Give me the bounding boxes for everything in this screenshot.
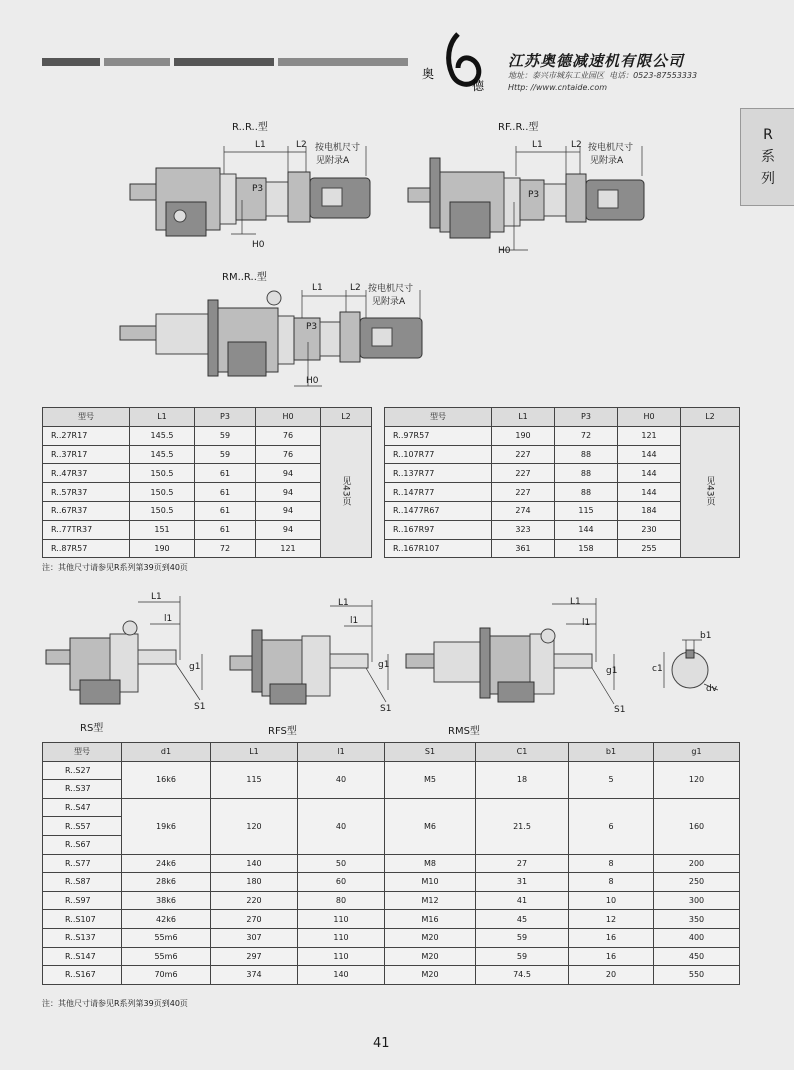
dim-H0-rr: H0 bbox=[252, 240, 265, 250]
cell-L1: 145.5 bbox=[130, 445, 195, 464]
cell-S1: M5 bbox=[385, 761, 476, 798]
cell-l1: 110 bbox=[298, 947, 385, 966]
cell-L1: 120 bbox=[211, 798, 298, 854]
cell-L1: 115 bbox=[211, 761, 298, 798]
table-header-row bbox=[385, 408, 740, 427]
col-header: L2 bbox=[681, 408, 740, 427]
dim-L1-rfs: L1 bbox=[338, 598, 349, 608]
cell-d1: 38k6 bbox=[122, 891, 211, 910]
cell-H0: 121 bbox=[618, 426, 681, 445]
dim-dv: dv bbox=[706, 684, 718, 694]
cell-L1: 180 bbox=[211, 873, 298, 892]
dim-L1-rms: L1 bbox=[570, 597, 581, 607]
cell-g1: 400 bbox=[654, 928, 740, 947]
diagram-title-rms: RMS型 bbox=[448, 726, 480, 737]
col-header: H0 bbox=[618, 408, 681, 427]
cell-l1: 110 bbox=[298, 910, 385, 929]
diagram-rms bbox=[402, 592, 642, 720]
l2-note: 见43页 bbox=[340, 476, 351, 506]
cell-H0: 94 bbox=[256, 501, 321, 520]
cell-g1: 160 bbox=[654, 798, 740, 854]
cell-L1: 190 bbox=[130, 539, 195, 558]
col-header: b1 bbox=[569, 743, 654, 762]
diagram-title-rmr: RM..R..型 bbox=[222, 272, 267, 283]
cell-C1: 31 bbox=[476, 873, 569, 892]
company-address-line bbox=[508, 70, 697, 81]
cell-model: R..67R37 bbox=[43, 501, 130, 520]
company-website: Http: //www.cntaide.com bbox=[508, 83, 608, 92]
cell-d1: 24k6 bbox=[122, 854, 211, 873]
table-row bbox=[43, 854, 740, 873]
table-row bbox=[43, 966, 740, 985]
dim-S1-rms: S1 bbox=[614, 705, 626, 715]
dim-S1-rfs: S1 bbox=[380, 704, 392, 714]
cell-model: R..S137 bbox=[43, 928, 122, 947]
dim-L1-rs: L1 bbox=[151, 592, 162, 602]
col-header: 型号 bbox=[43, 408, 130, 427]
cell-H0: 230 bbox=[618, 520, 681, 539]
header-stripe bbox=[174, 58, 274, 66]
cell-L1: 220 bbox=[211, 891, 298, 910]
dim-g1-rms: g1 bbox=[606, 666, 618, 676]
table-header-row bbox=[43, 743, 740, 762]
company-logo bbox=[418, 30, 490, 94]
col-header: S1 bbox=[385, 743, 476, 762]
cell-b1: 6 bbox=[569, 798, 654, 854]
dim-H0-rfr: H0 bbox=[498, 246, 511, 256]
cell-L2-merged bbox=[321, 426, 372, 558]
cell-P3: 88 bbox=[555, 483, 618, 502]
cell-P3: 72 bbox=[555, 426, 618, 445]
cell-L1: 150.5 bbox=[130, 464, 195, 483]
cell-model: R..97R57 bbox=[385, 426, 492, 445]
dim-L2-rfr: L2 bbox=[571, 140, 582, 150]
motor-note-rfr-1: 按电机尺寸 bbox=[588, 143, 634, 153]
cell-model: R..S47 bbox=[43, 798, 122, 817]
cell-d1: 19k6 bbox=[122, 798, 211, 854]
diagram-title-rr: R..R..型 bbox=[232, 122, 268, 133]
cell-l1: 50 bbox=[298, 854, 385, 873]
col-header: g1 bbox=[654, 743, 740, 762]
table-row bbox=[385, 426, 740, 445]
diagram-rs bbox=[40, 590, 216, 720]
cell-C1: 41 bbox=[476, 891, 569, 910]
dim-g1-rfs: g1 bbox=[378, 660, 390, 670]
company-name: 江苏奥德减速机有限公司 bbox=[508, 52, 685, 70]
cell-d1: 55m6 bbox=[122, 928, 211, 947]
cell-L1: 274 bbox=[492, 501, 555, 520]
cell-L1: 145.5 bbox=[130, 426, 195, 445]
cell-b1: 16 bbox=[569, 928, 654, 947]
cell-g1: 550 bbox=[654, 966, 740, 985]
cell-g1: 250 bbox=[654, 873, 740, 892]
dim-c1: c1 bbox=[652, 664, 663, 674]
cell-model: R..S167 bbox=[43, 966, 122, 985]
diagram-title-rfr: RF..R..型 bbox=[498, 122, 539, 133]
cell-L1: 307 bbox=[211, 928, 298, 947]
cell-model: R..37R17 bbox=[43, 445, 130, 464]
cell-L2-merged bbox=[681, 426, 740, 558]
company-phone: 电话：0523-87553333 bbox=[609, 71, 698, 80]
table-row bbox=[43, 928, 740, 947]
cell-P3: 59 bbox=[195, 426, 256, 445]
cell-P3: 158 bbox=[555, 539, 618, 558]
cell-P3: 115 bbox=[555, 501, 618, 520]
cell-l1: 40 bbox=[298, 798, 385, 854]
cell-b1: 8 bbox=[569, 854, 654, 873]
header-stripe bbox=[278, 58, 408, 66]
cell-b1: 12 bbox=[569, 910, 654, 929]
cell-P3: 61 bbox=[195, 501, 256, 520]
cell-d1: 28k6 bbox=[122, 873, 211, 892]
cell-b1: 10 bbox=[569, 891, 654, 910]
cell-P3: 88 bbox=[555, 464, 618, 483]
col-header: L1 bbox=[211, 743, 298, 762]
cell-model: R..27R17 bbox=[43, 426, 130, 445]
cell-C1: 27 bbox=[476, 854, 569, 873]
logo-char-de: 德 bbox=[472, 79, 485, 93]
diagram-title-rs: RS型 bbox=[80, 723, 104, 734]
dimension-table-right bbox=[384, 407, 740, 558]
cell-model: R..S77 bbox=[43, 854, 122, 873]
cell-H0: 76 bbox=[256, 426, 321, 445]
motor-note-rmr-1: 按电机尺寸 bbox=[368, 284, 414, 294]
cell-g1: 200 bbox=[654, 854, 740, 873]
series-tab bbox=[740, 108, 794, 206]
cell-H0: 255 bbox=[618, 539, 681, 558]
dim-S1-rs: S1 bbox=[194, 702, 206, 712]
cell-model: R..167R107 bbox=[385, 539, 492, 558]
header-stripe bbox=[104, 58, 170, 66]
cell-P3: 61 bbox=[195, 483, 256, 502]
cell-S1: M20 bbox=[385, 966, 476, 985]
motor-note-rr-2: 见附录A bbox=[316, 156, 350, 166]
cell-L1: 323 bbox=[492, 520, 555, 539]
cell-P3: 88 bbox=[555, 445, 618, 464]
cell-model: R..S57 bbox=[43, 817, 122, 836]
series-tab-char: 系 bbox=[761, 149, 775, 165]
cell-P3: 61 bbox=[195, 520, 256, 539]
cell-model: R..57R37 bbox=[43, 483, 130, 502]
cell-H0: 144 bbox=[618, 464, 681, 483]
shaft-dimension-table bbox=[42, 742, 740, 985]
motor-note-rmr-2: 见附录A bbox=[372, 297, 406, 307]
cell-model: R..S107 bbox=[43, 910, 122, 929]
dim-P3-rmr: P3 bbox=[306, 322, 318, 332]
cell-l1: 140 bbox=[298, 966, 385, 985]
cell-S1: M10 bbox=[385, 873, 476, 892]
col-header: 型号 bbox=[385, 408, 492, 427]
cell-model: R..S147 bbox=[43, 947, 122, 966]
cell-d1: 16k6 bbox=[122, 761, 211, 798]
cell-H0: 144 bbox=[618, 445, 681, 464]
dim-b1: b1 bbox=[700, 631, 712, 641]
cell-S1: M20 bbox=[385, 947, 476, 966]
cell-S1: M8 bbox=[385, 854, 476, 873]
cell-model: R..S37 bbox=[43, 780, 122, 799]
cell-d1: 70m6 bbox=[122, 966, 211, 985]
cell-b1: 5 bbox=[569, 761, 654, 798]
col-header: l1 bbox=[298, 743, 385, 762]
cell-S1: M20 bbox=[385, 928, 476, 947]
cell-L1: 190 bbox=[492, 426, 555, 445]
col-header: 型号 bbox=[43, 743, 122, 762]
cell-L1: 270 bbox=[211, 910, 298, 929]
cell-b1: 8 bbox=[569, 873, 654, 892]
cell-L1: 361 bbox=[492, 539, 555, 558]
cell-H0: 76 bbox=[256, 445, 321, 464]
cell-model: R..S97 bbox=[43, 891, 122, 910]
cell-b1: 20 bbox=[569, 966, 654, 985]
table-header-row bbox=[43, 408, 372, 427]
cell-g1: 300 bbox=[654, 891, 740, 910]
dim-l1-rms: l1 bbox=[582, 618, 591, 628]
dim-P3-rr: P3 bbox=[252, 184, 264, 194]
col-header: P3 bbox=[195, 408, 256, 427]
table-row bbox=[43, 761, 740, 780]
table-row bbox=[43, 873, 740, 892]
cell-S1: M12 bbox=[385, 891, 476, 910]
cell-S1: M6 bbox=[385, 798, 476, 854]
cell-model: R..107R77 bbox=[385, 445, 492, 464]
cell-H0: 184 bbox=[618, 501, 681, 520]
col-header: d1 bbox=[122, 743, 211, 762]
cell-H0: 144 bbox=[618, 483, 681, 502]
shaft-key-section bbox=[652, 630, 742, 700]
table-row bbox=[43, 426, 372, 445]
diagram-title-rfs: RFS型 bbox=[268, 726, 297, 737]
cell-b1: 16 bbox=[569, 947, 654, 966]
logo-char-ao: 奥 bbox=[422, 67, 435, 81]
dimension-table-left bbox=[42, 407, 372, 558]
cell-L1: 227 bbox=[492, 483, 555, 502]
cell-g1: 120 bbox=[654, 761, 740, 798]
dim-L1-rr: L1 bbox=[255, 140, 266, 150]
footnote-top: 注：其他尺寸请参见R系列第39页到40页 bbox=[42, 563, 188, 572]
cell-model: R..137R77 bbox=[385, 464, 492, 483]
dim-L1-rmr: L1 bbox=[312, 283, 323, 293]
cell-model: R..47R37 bbox=[43, 464, 130, 483]
dim-l1-rs: l1 bbox=[164, 614, 173, 624]
table-row bbox=[43, 798, 740, 817]
cell-model: R..147R77 bbox=[385, 483, 492, 502]
cell-L1: 227 bbox=[492, 445, 555, 464]
cell-P3: 59 bbox=[195, 445, 256, 464]
page-number: 41 bbox=[373, 1036, 390, 1051]
cell-model: R..77TR37 bbox=[43, 520, 130, 539]
dim-P3-rfr: P3 bbox=[528, 190, 540, 200]
cell-model: R..S87 bbox=[43, 873, 122, 892]
dim-L2-rr: L2 bbox=[296, 140, 307, 150]
cell-C1: 21.5 bbox=[476, 798, 569, 854]
dim-H0-rmr: H0 bbox=[306, 376, 319, 386]
cell-C1: 74.5 bbox=[476, 966, 569, 985]
col-header: H0 bbox=[256, 408, 321, 427]
col-header: C1 bbox=[476, 743, 569, 762]
diagram-rfs bbox=[226, 596, 402, 720]
table-row bbox=[43, 891, 740, 910]
cell-L1: 297 bbox=[211, 947, 298, 966]
cell-C1: 59 bbox=[476, 947, 569, 966]
col-header: L2 bbox=[321, 408, 372, 427]
motor-note-rr-1: 按电机尺寸 bbox=[315, 143, 361, 153]
col-header: L1 bbox=[492, 408, 555, 427]
cell-model: R..87R57 bbox=[43, 539, 130, 558]
dim-L2-rmr: L2 bbox=[350, 283, 361, 293]
dim-l1-rfs: l1 bbox=[350, 616, 359, 626]
cell-L1: 151 bbox=[130, 520, 195, 539]
l2-note: 见43页 bbox=[704, 476, 715, 506]
cell-H0: 94 bbox=[256, 464, 321, 483]
cell-g1: 350 bbox=[654, 910, 740, 929]
cell-C1: 18 bbox=[476, 761, 569, 798]
cell-l1: 110 bbox=[298, 928, 385, 947]
cell-l1: 40 bbox=[298, 761, 385, 798]
cell-C1: 59 bbox=[476, 928, 569, 947]
cell-g1: 450 bbox=[654, 947, 740, 966]
cell-P3: 144 bbox=[555, 520, 618, 539]
cell-L1: 374 bbox=[211, 966, 298, 985]
dim-L1-rfr: L1 bbox=[532, 140, 543, 150]
cell-S1: M16 bbox=[385, 910, 476, 929]
table-row bbox=[43, 947, 740, 966]
cell-model: R..1477R67 bbox=[385, 501, 492, 520]
col-header: P3 bbox=[555, 408, 618, 427]
cell-L1: 150.5 bbox=[130, 501, 195, 520]
dim-g1-rs: g1 bbox=[189, 662, 201, 672]
cell-model: R..S27 bbox=[43, 761, 122, 780]
cell-H0: 94 bbox=[256, 483, 321, 502]
footnote-bottom: 注：其他尺寸请参见R系列第39页到40页 bbox=[42, 999, 188, 1008]
cell-model: R..167R97 bbox=[385, 520, 492, 539]
cell-L1: 227 bbox=[492, 464, 555, 483]
cell-P3: 61 bbox=[195, 464, 256, 483]
series-tab-char: R bbox=[763, 127, 773, 143]
cell-L1: 140 bbox=[211, 854, 298, 873]
cell-H0: 94 bbox=[256, 520, 321, 539]
cell-d1: 42k6 bbox=[122, 910, 211, 929]
cell-P3: 72 bbox=[195, 539, 256, 558]
header-stripe bbox=[42, 58, 100, 66]
motor-note-rfr-2: 见附录A bbox=[590, 156, 624, 166]
cell-l1: 60 bbox=[298, 873, 385, 892]
company-address: 地址：泰兴市城东工业园区 bbox=[508, 71, 604, 80]
cell-L1: 150.5 bbox=[130, 483, 195, 502]
cell-model: R..S67 bbox=[43, 835, 122, 854]
cell-C1: 45 bbox=[476, 910, 569, 929]
table-row bbox=[43, 910, 740, 929]
series-tab-char: 列 bbox=[761, 171, 775, 187]
cell-l1: 80 bbox=[298, 891, 385, 910]
cell-H0: 121 bbox=[256, 539, 321, 558]
col-header: L1 bbox=[130, 408, 195, 427]
cell-d1: 55m6 bbox=[122, 947, 211, 966]
